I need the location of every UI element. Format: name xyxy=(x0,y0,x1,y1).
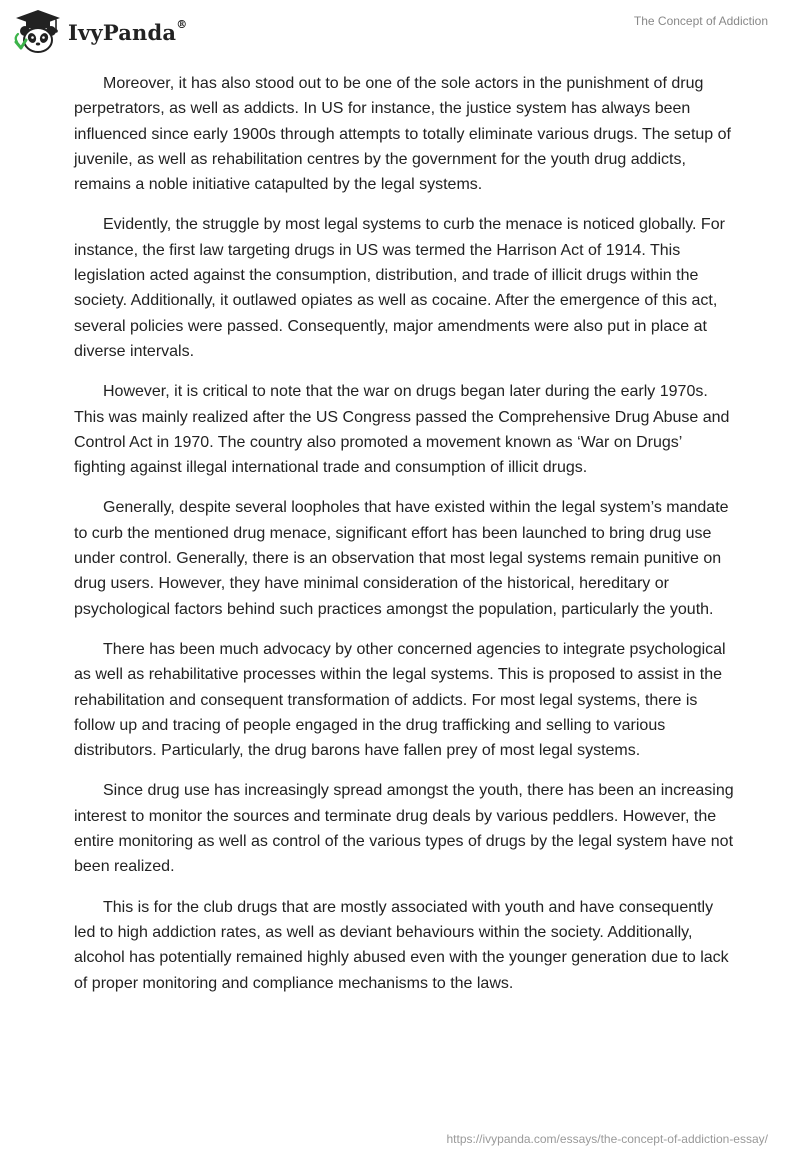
paragraph: Since drug use has increasingly spread amongst the youth, there has been an increasing interest to monitor the sources and terminate drug deals by various peddlers. However, the entire monitoring as well as control of the various types of drugs by the legal system have not been realized. xyxy=(74,782,734,876)
paragraph: There has been much advocacy by other concerned agencies to integrate psychological as well as rehabilitative processes within the legal systems. This is proposed to assist in the rehabilitation and consequent transformation of addicts. For most legal systems, there is follow up and tracing of people engaged in the drug trafficking and selling to various distributors. Particularly, the drug barons have fallen prey of most legal systems. xyxy=(74,640,726,760)
page-header xyxy=(0,0,800,60)
paragraph: This is for the club drugs that are mostly associated with youth and have consequently led to high addiction rates, as well as deviant behaviours within the society. Additionally, alcohol has potentially remained highly abused even with the younger generation due to lack of proper monitoring and compliance mechanisms to the laws. xyxy=(74,898,729,992)
brand-name: IvyPanda® xyxy=(68,17,188,45)
paragraph: Evidently, the struggle by most legal systems to curb the menace is noticed globally. For instance, the first law targeting drugs in US was termed the Harrison Act of 1914. This legislation acted against the consumption, distribution, and trade of illicit drugs within the society. Additionally, it outlawed opiates as well as cocaine. After the emergence of this act, several policies were passed. Consequently, major amendments were also put in place at diverse intervals. xyxy=(74,216,725,360)
paragraph: However, it is critical to note that the war on drugs began later during the early 1970s. This was mainly realized after the US Congress passed the Comprehensive Drug Abuse and Control Act in 1970. The country also promoted a movement known as ‘War on Drugs’ fighting against illegal international trade and consumption of illicit drugs. xyxy=(74,383,730,477)
panda-graduation-cap-icon xyxy=(12,8,64,54)
source-url-link[interactable]: https://ivypanda.com/essays/the-concept-of-addiction-essay/ xyxy=(446,1132,768,1146)
document-title: The Concept of Addiction xyxy=(633,14,768,28)
essay-body xyxy=(74,71,734,1011)
ivypanda-logo[interactable] xyxy=(12,8,187,54)
paragraph: Generally, despite several loopholes that have existed within the legal system’s mandate to curb the mentioned drug menace, significant effort has been launched to bring drug use under control. Generally, there is an observation that most legal systems remain punitive on drug users. However, they have minimal consideration of the historical, hereditary or psychological factors behind such practices amongst the population, particularly the youth. xyxy=(74,499,729,618)
paragraph: Moreover, it has also stood out to be one of the sole actors in the punishment of drug perpetrators, as well as addicts. In US for instance, the justice system has always been influenced since early 1900s through attempts to totally eliminate various drugs. The setup of juvenile, as well as rehabilitation centres by the government for the youth drug addicts, remains a noble initiative catapulted by the legal systems. xyxy=(74,75,731,194)
registered-mark: ® xyxy=(176,17,188,31)
